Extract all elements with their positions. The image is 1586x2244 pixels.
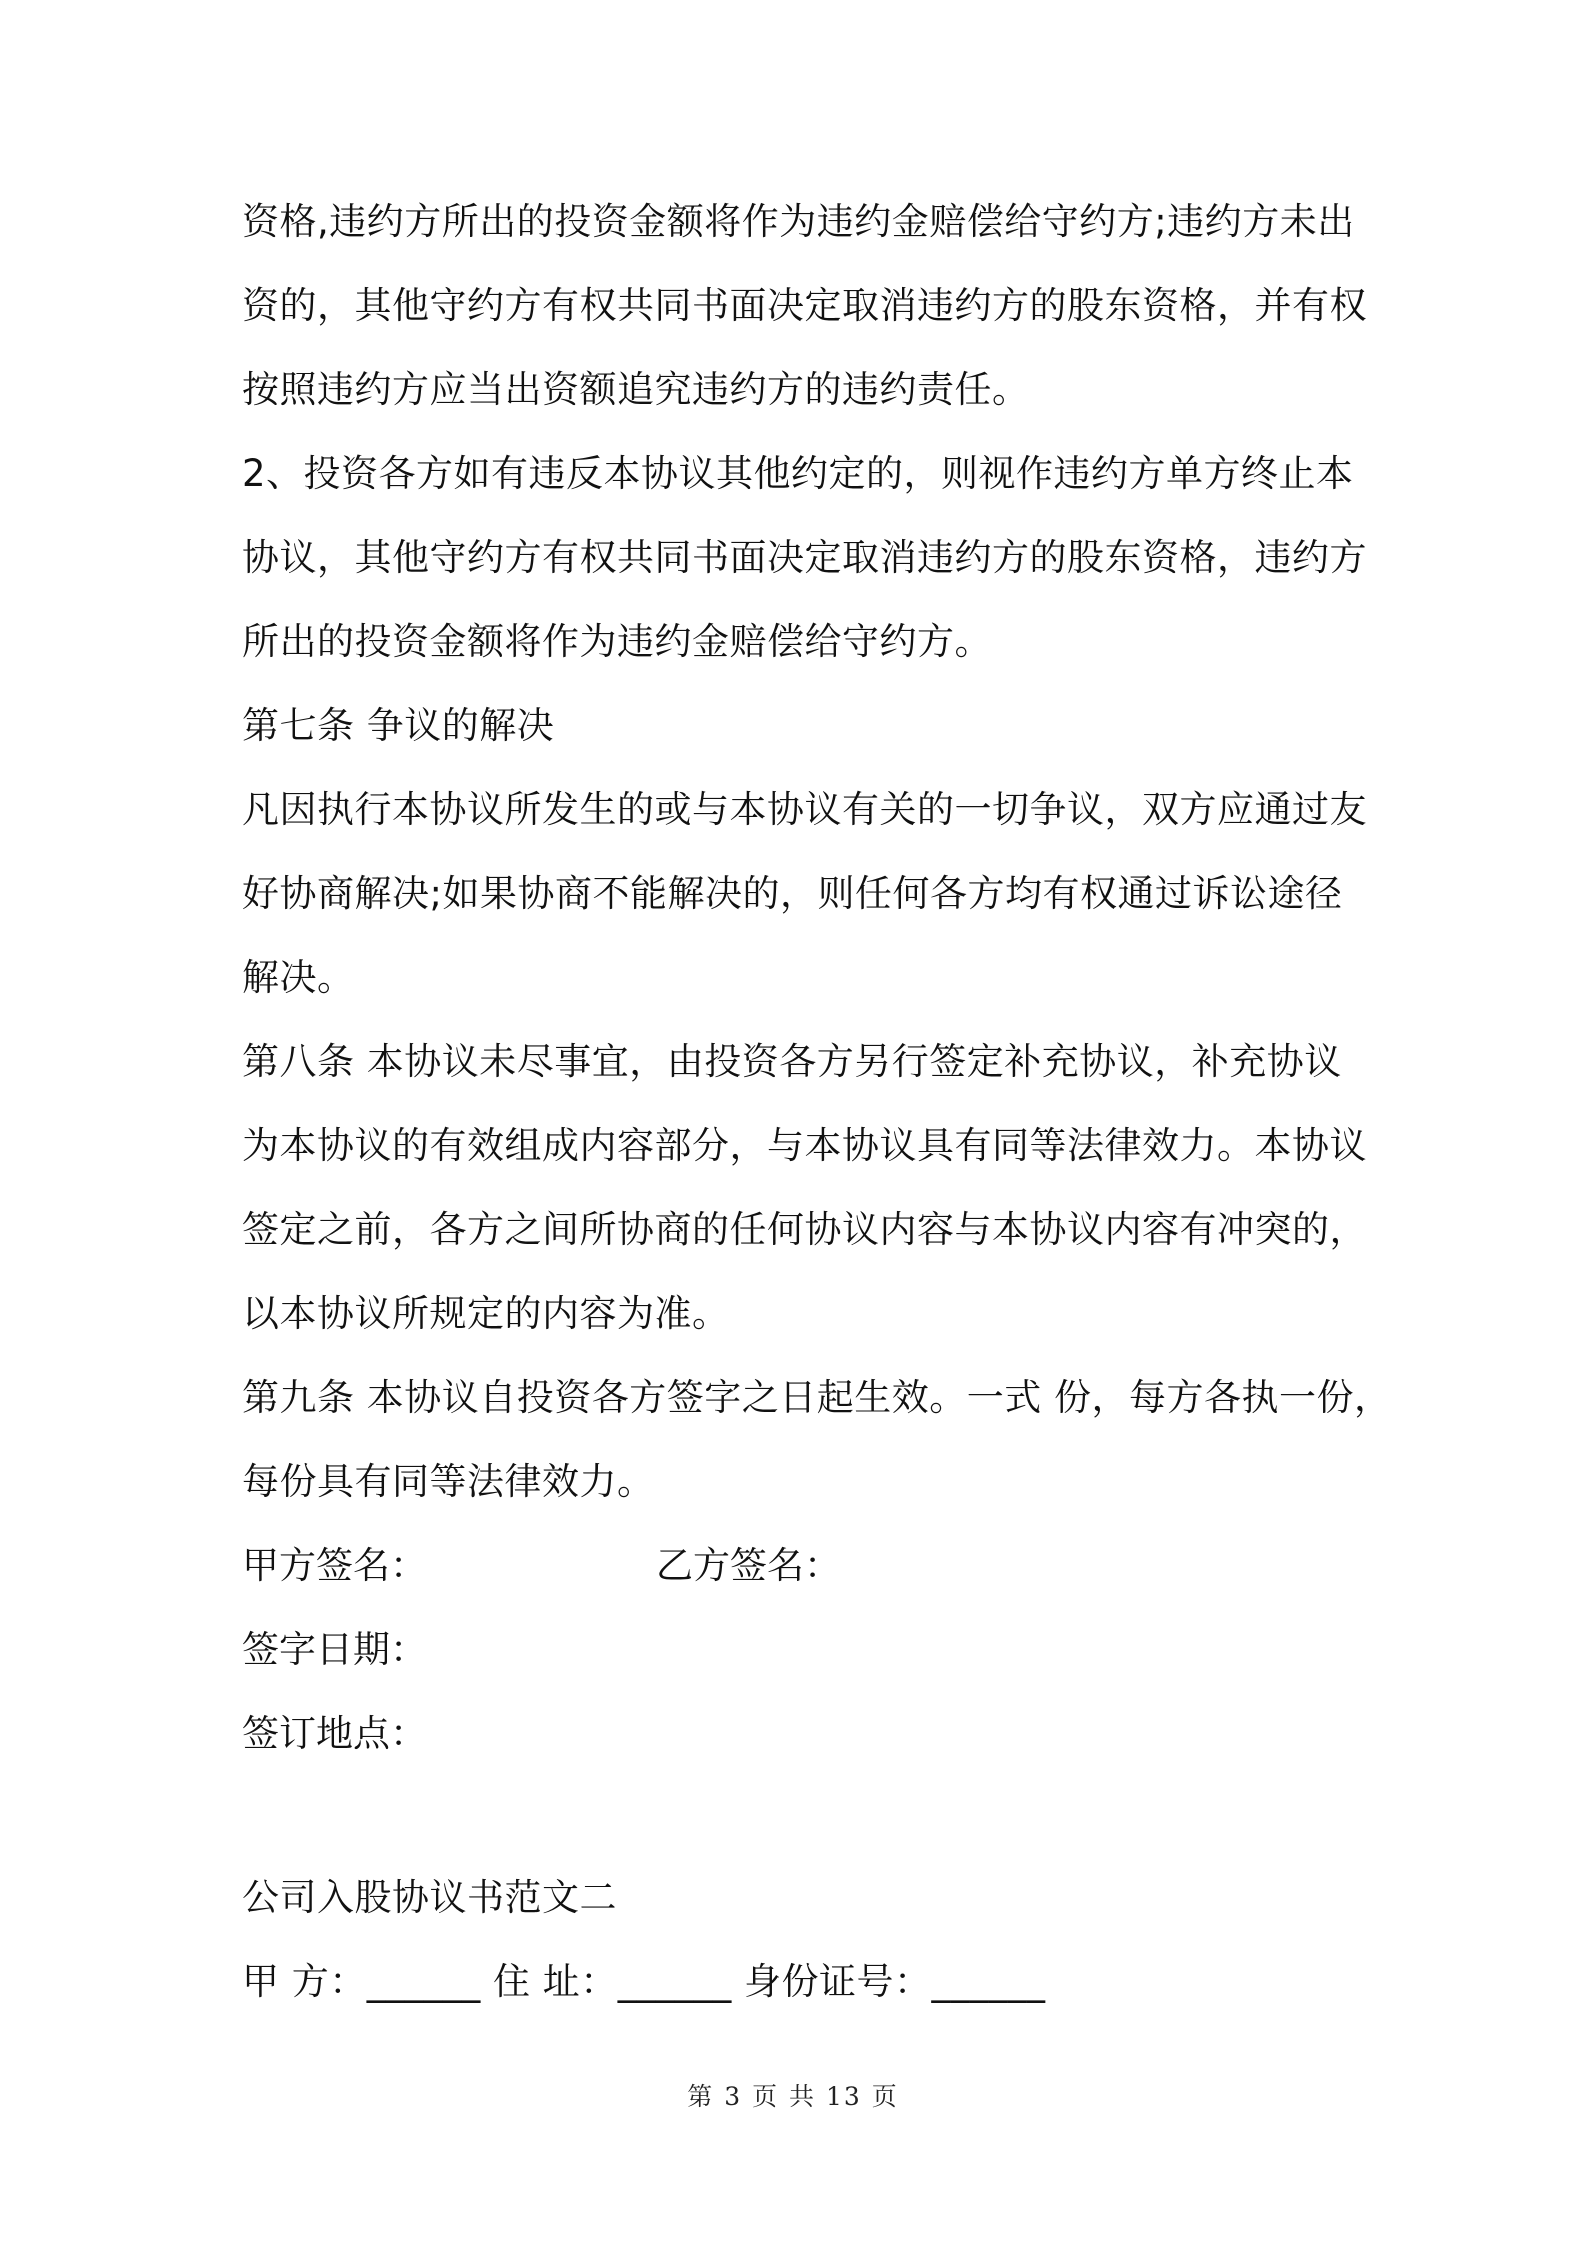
paragraph-line: 解决。 <box>242 956 355 999</box>
party-a-signature-label: 甲方签名： <box>242 1544 427 1587</box>
paragraph-line: 资格,违约方所出的投资金额将作为违约金赔偿给守约方;违约方未出 <box>242 200 1355 243</box>
paragraph-line: 以本协议所规定的内容为准。 <box>242 1292 730 1335</box>
signature-date-label: 签字日期： <box>242 1628 427 1671</box>
paragraph-line: 凡因执行本协议所发生的或与本协议有关的一切争议，双方应通过友 <box>242 788 1367 831</box>
paragraph-line: 签定之前，各方之间所协商的任何协议内容与本协议内容有冲突的， <box>242 1208 1367 1251</box>
signature-place-label: 签订地点： <box>242 1712 427 1755</box>
paragraph-line: 第九条 本协议自投资各方签字之日起生效。一式 份，每方各执一份， <box>242 1376 1392 1419</box>
party-info-line: 甲 方：______ 住 址：______ 身份证号：______ <box>242 1960 1046 2003</box>
paragraph-line: 为本协议的有效组成内容部分，与本协议具有同等法律效力。本协议 <box>242 1124 1367 1167</box>
signature-row <box>242 1544 1362 1588</box>
paragraph-line: 所出的投资金额将作为违约金赔偿给守约方。 <box>242 620 992 663</box>
paragraph-line: 协议，其他守约方有权共同书面决定取消违约方的股东资格，违约方 <box>242 536 1367 579</box>
paragraph-line: 按照违约方应当出资额追究违约方的违约责任。 <box>242 368 1030 411</box>
paragraph-line: 每份具有同等法律效力。 <box>242 1460 655 1503</box>
page-number-footer: 第 3 页 共 13 页 <box>687 2082 899 2111</box>
paragraph-line: 好协商解决;如果协商不能解决的，则任何各方均有权通过诉讼途径 <box>242 872 1343 915</box>
section-heading: 第七条 争议的解决 <box>242 704 555 747</box>
paragraph-line: 2、投资各方如有违反本协议其他约定的，则视作违约方单方终止本 <box>242 452 1354 495</box>
party-b-signature-label: 乙方签名： <box>656 1544 841 1587</box>
paragraph-line: 第八条 本协议未尽事宜，由投资各方另行签定补充协议，补充协议 <box>242 1040 1342 1083</box>
next-document-title: 公司入股协议书范文二 <box>242 1876 617 1919</box>
paragraph-line: 资的，其他守约方有权共同书面决定取消违约方的股东资格，并有权 <box>242 284 1367 327</box>
